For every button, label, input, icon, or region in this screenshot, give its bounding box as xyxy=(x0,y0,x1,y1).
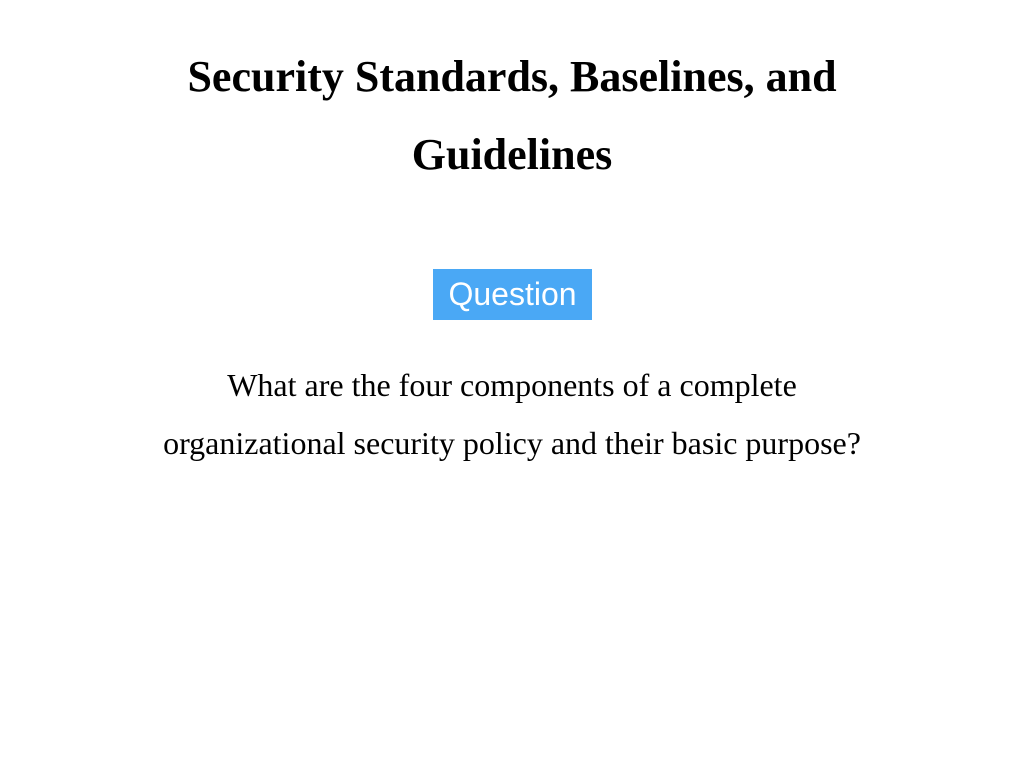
title-line-1: Security Standards, Baselines, and xyxy=(187,52,837,101)
question-text xyxy=(0,356,1024,472)
question-line-2: organizational security policy and their basic purpose? xyxy=(163,425,861,461)
slide-title xyxy=(0,38,1024,194)
title-line-2: Guidelines xyxy=(411,130,613,179)
question-badge: Question xyxy=(433,269,592,320)
question-line-1: What are the four components of a complete xyxy=(227,367,797,403)
